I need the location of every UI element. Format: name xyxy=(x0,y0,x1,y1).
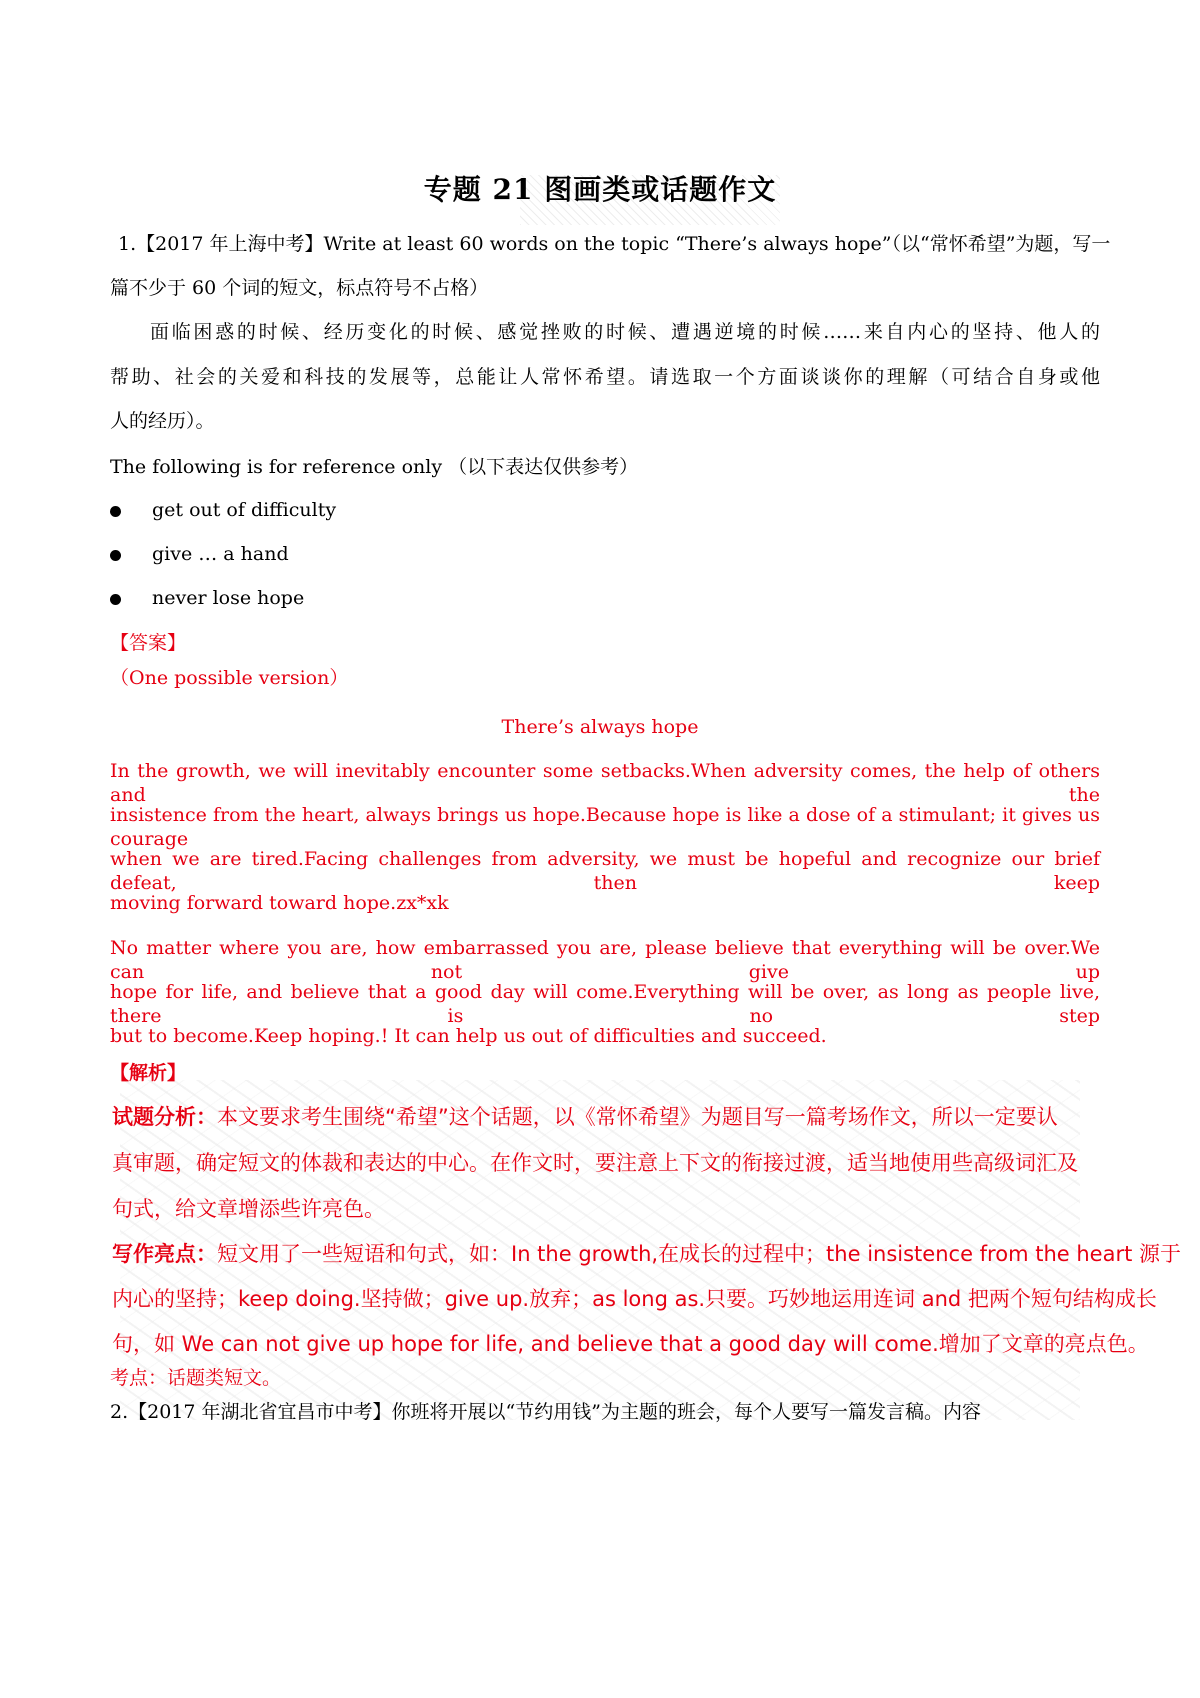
question-2-line-1: 2.【2017 年湖北省宜昌市中考】你班将开展以“节约用钱”为主题的班会，每个人要写一篇发言稿。内容 xyxy=(110,1401,981,1423)
analysis-1-heading: 试题分析： xyxy=(112,1105,217,1129)
page-title: 专题 21 图画类或话题作文 xyxy=(423,173,777,206)
reference-note: The following is for reference only （以下表达仅供参考） xyxy=(110,456,639,478)
bullet-item: give … a hand xyxy=(152,543,289,565)
essay-p1-line-1: In the growth, we will inevitably encounter some setbacks.When adversity comes, the help of others and the xyxy=(110,760,1100,806)
bullet-icon xyxy=(110,506,121,517)
prompt-line-2: 帮助、社会的关爱和科技的发展等，总能让人常怀希望。请选取一个方面谈谈你的理解（可结合自身或他 xyxy=(110,366,1100,388)
essay-title: There’s always hope xyxy=(501,716,699,738)
analysis-2-text: 短文用了一些短语和句式，如：In the growth,在成长的过程中；the insistence from the heart 源于 xyxy=(217,1242,1181,1266)
analysis-1-line-3: 句式，给文章增添些许亮色。 xyxy=(112,1197,385,1221)
analysis-2-line-2: 内心的坚持；keep doing.坚持做；give up.放弃；as long as.只要。巧妙地运用连词 and 把两个短句结构成长 xyxy=(112,1287,1157,1311)
question-1-line-1: 1.【2017 年上海中考】Write at least 60 words on the topic “There’s always hope”（以“常怀希望”为题，写一 xyxy=(118,233,1111,255)
analysis-2-line-3: 句，如 We can not give up hope for life, and believe that a good day will come.增加了文章的亮点色。 xyxy=(112,1332,1149,1356)
analysis-label: 【解析】 xyxy=(110,1062,187,1084)
analysis-1-text: 本文要求考生围绕“希望”这个话题，以《常怀希望》为题目写一篇考场作文，所以一定要认 xyxy=(217,1105,1058,1129)
analysis-1-line-1 xyxy=(112,1104,1100,1130)
bullet-item: never lose hope xyxy=(152,587,305,609)
prompt-line-1: 面临困惑的时候、经历变化的时候、感觉挫败的时候、遭遇逆境的时候……来自内心的坚持、他人的 xyxy=(150,321,1100,343)
essay-p1-line-2: insistence from the heart, always brings us hope.Because hope is like a dose of a stimulant; it gives us courage xyxy=(110,804,1100,850)
analysis-1-line-2: 真审题，确定短文的体裁和表达的中心。在作文时，要注意上下文的衔接过渡，适当地使用些高级词汇及 xyxy=(112,1151,1078,1175)
analysis-2-heading: 写作亮点： xyxy=(112,1242,217,1266)
answer-version: （One possible version） xyxy=(110,667,349,689)
essay-p1-line-3: when we are tired.Facing challenges from adversity, we must be hopeful and recognize our brief defeat, then keep xyxy=(110,848,1100,894)
prompt-line-3: 人的经历）。 xyxy=(110,410,215,432)
essay-p1-line-4: moving forward toward hope.zx*xk xyxy=(110,892,449,914)
bullet-item: get out of difficulty xyxy=(152,499,337,521)
bullet-icon xyxy=(110,594,121,605)
essay-p2-line-1: No matter where you are, how embarrassed you are, please believe that everything will be over.We can not give up xyxy=(110,937,1100,983)
essay-p2-line-2: hope for life, and believe that a good day will come.Everything will be over, as long as people live, there is no step xyxy=(110,981,1100,1027)
kaodian-note: 考点：话题类短文。 xyxy=(110,1367,282,1389)
bullet-icon xyxy=(110,550,121,561)
analysis-2-line-1 xyxy=(112,1241,1181,1267)
answer-label: 【答案】 xyxy=(110,632,187,654)
essay-p2-line-3: but to become.Keep hoping.! It can help us out of difficulties and succeed. xyxy=(110,1025,827,1047)
question-1-line-2: 篇不少于 60 个词的短文，标点符号不占格） xyxy=(110,277,489,299)
